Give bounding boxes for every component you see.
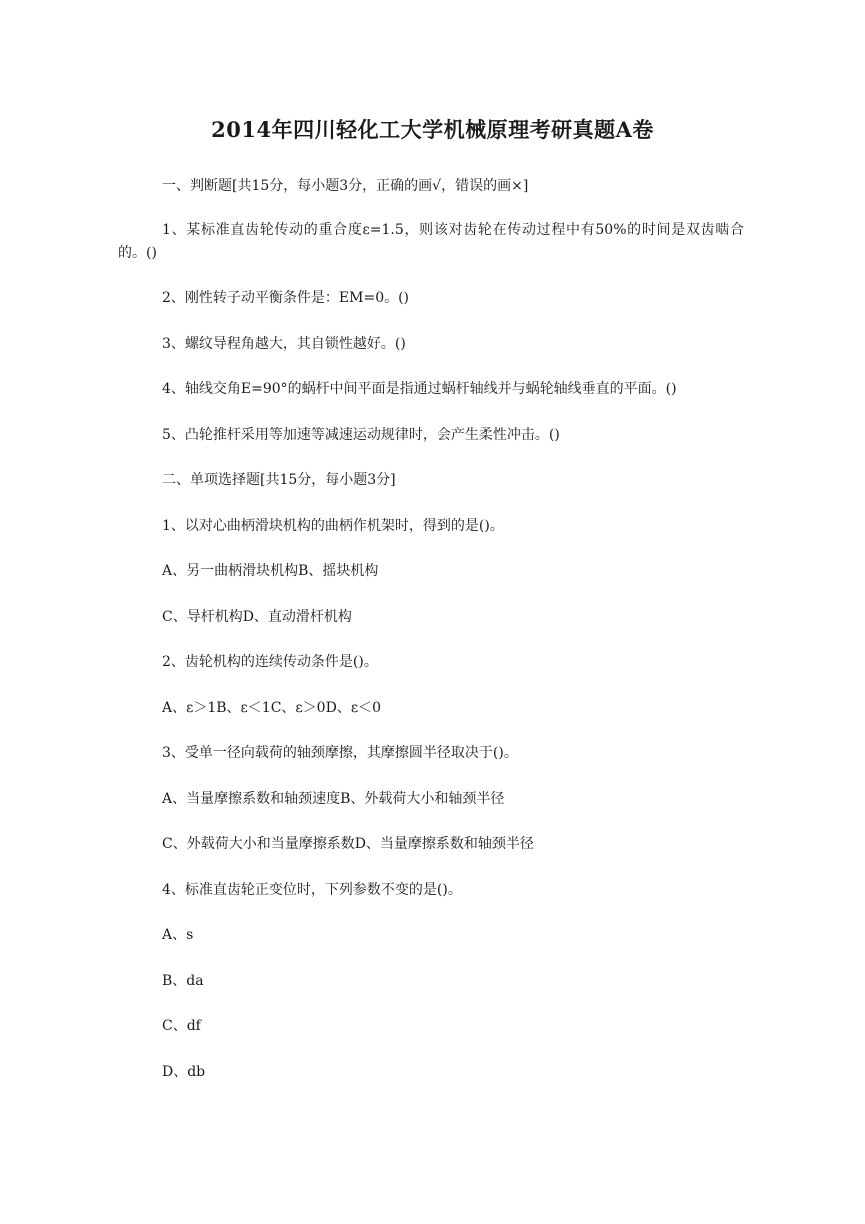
question-judgment-1: 1、某标准直齿轮传动的重合度ε=1.5，则该对齿轮在传动过程中有50%的时间是双齿啮合的。() <box>118 222 744 261</box>
question-choice-4-option-d: D、db <box>162 1064 206 1080</box>
question-judgment-2: 2、刚性转子动平衡条件是：EM=0。() <box>162 290 410 306</box>
question-judgment-5: 5、凸轮推杆采用等加速等减速运动规律时，会产生柔性冲击。() <box>162 427 560 443</box>
question-choice-4-option-b: B、da <box>162 973 204 989</box>
section-heading-judgment: 一、判断题[共15分，每小题3分，正确的画√，错误的画×] <box>162 178 529 194</box>
document-title: 2014年四川轻化工大学机械原理考研真题A卷 <box>211 117 654 142</box>
question-choice-2: 2、齿轮机构的连续传动条件是()。 <box>162 654 378 670</box>
question-choice-2-options: A、ε＞1B、ε＜1C、ε＞0D、ε＜0 <box>162 700 381 716</box>
question-choice-1: 1、以对心曲柄滑块机构的曲柄作机架时，得到的是()。 <box>162 518 504 534</box>
question-judgment-4: 4、轴线交角E=90°的蜗杆中间平面是指通过蜗杆轴线并与蜗轮轴线垂直的平面。() <box>162 381 677 397</box>
question-choice-4-option-a: A、s <box>162 927 194 943</box>
question-choice-1-options-cd: C、导杆机构D、直动滑杆机构 <box>162 609 352 625</box>
question-choice-4: 4、标准直齿轮正变位时，下列参数不变的是()。 <box>162 882 462 898</box>
section-heading-choice: 二、单项选择题[共15分，每小题3分] <box>162 472 396 488</box>
question-choice-4-option-c: C、df <box>162 1018 201 1034</box>
question-judgment-3: 3、螺纹导程角越大，其自锁性越好。() <box>162 336 406 352</box>
question-choice-1-options-ab: A、另一曲柄滑块机构B、摇块机构 <box>162 563 379 579</box>
question-choice-3: 3、受单一径向载荷的轴颈摩擦，其摩擦圆半径取决于()。 <box>162 745 518 761</box>
question-choice-3-options-cd: C、外载荷大小和当量摩擦系数D、当量摩擦系数和轴颈半径 <box>162 836 534 852</box>
question-choice-3-options-ab: A、当量摩擦系数和轴颈速度B、外载荷大小和轴颈半径 <box>162 791 505 807</box>
